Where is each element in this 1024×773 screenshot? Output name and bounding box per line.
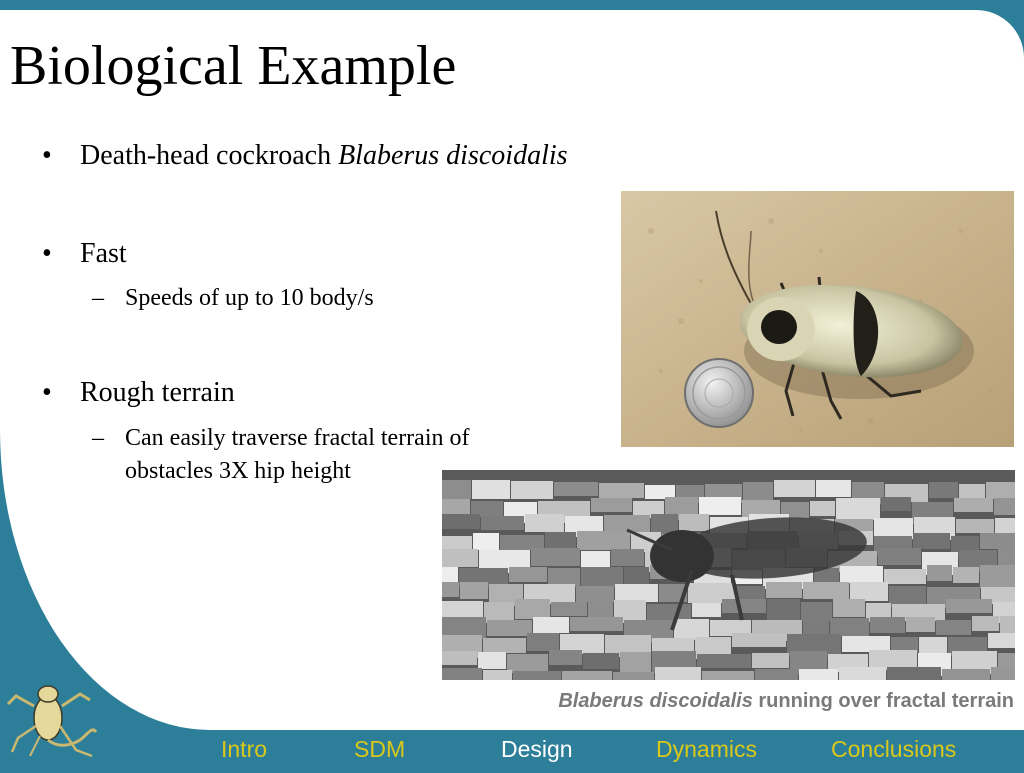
bullet-fast	[42, 238, 127, 270]
dash-marker: –	[92, 285, 104, 311]
nav-item-design[interactable]: Design	[501, 736, 573, 762]
sub-bullet-text: Speeds of up to 10 body/s	[125, 285, 374, 311]
nav-item-intro[interactable]: Intro	[221, 736, 268, 762]
bullet-terrain	[42, 377, 235, 409]
bullet-text: Fast	[80, 238, 127, 269]
caption-species: Blaberus discoidalis	[558, 690, 753, 712]
bullet-species-name: Blaberus discoidalis	[338, 140, 568, 171]
bullet-marker: •	[42, 140, 52, 171]
sub-bullet-text: Can easily traverse fractal terrain of obstacles 3X hip height	[125, 425, 470, 484]
top-band	[0, 0, 1024, 10]
caption-text: running over fractal terrain	[752, 690, 1014, 712]
nav-item-dynamics[interactable]: Dynamics	[656, 736, 757, 762]
slide-title: Biological Example	[10, 35, 457, 97]
terrain-photo	[442, 470, 1015, 680]
nav-item-conclusions[interactable]: Conclusions	[831, 736, 957, 762]
cockroach-photo	[621, 191, 1014, 447]
bullet-text: Death-head cockroach	[80, 140, 339, 171]
sub-bullet-speed	[92, 282, 562, 315]
nav-item-sdm[interactable]: SDM	[354, 736, 406, 762]
bullet-species	[42, 140, 568, 172]
bullet-marker: •	[42, 238, 52, 269]
section-nav	[0, 730, 1024, 768]
bullet-text: Rough terrain	[80, 377, 235, 408]
bullet-marker: •	[42, 377, 52, 408]
dash-marker: –	[92, 425, 104, 451]
figure-caption	[558, 690, 1014, 713]
